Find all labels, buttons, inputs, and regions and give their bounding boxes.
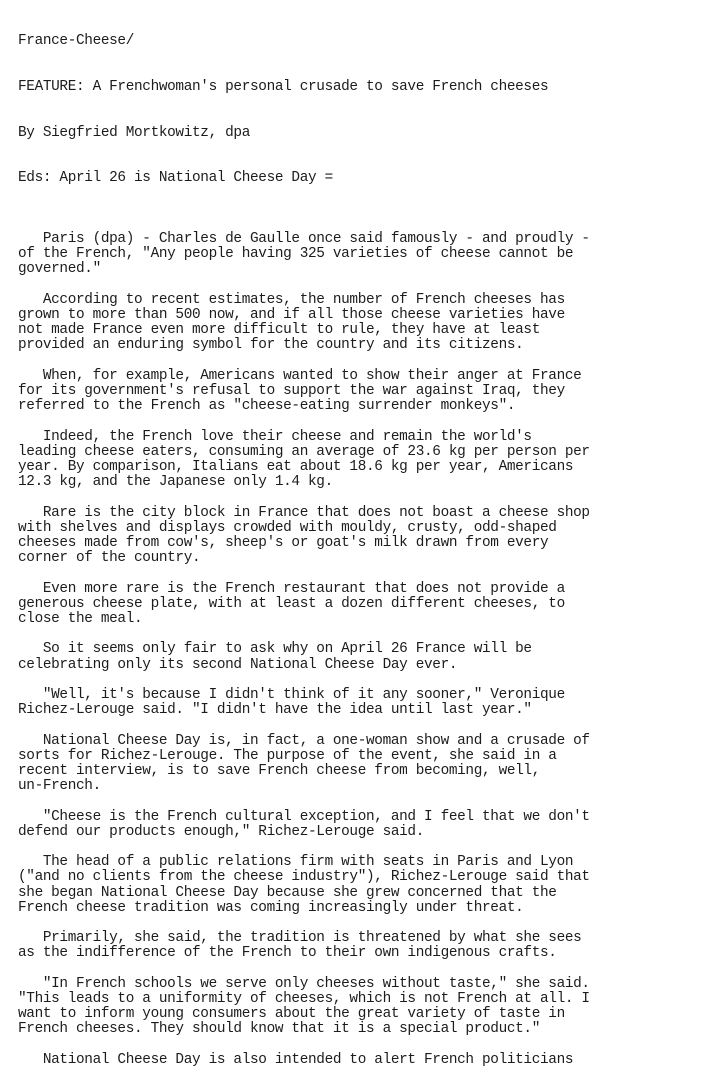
text-line: Richez-Lerouge said. "I didn't have the idea until last year." [18, 702, 532, 719]
text-line: "Cheese is the French cultural exception, and I feel that we don't [18, 808, 590, 825]
text-line: year. By comparison, Italians eat about 18.6 kg per year, Americans [18, 459, 574, 476]
text-line: provided an enduring symbol for the country and its citizens. [18, 337, 524, 354]
text-line: "In French schools we serve only cheeses without taste," she said. [18, 975, 590, 992]
paragraph [18, 369, 716, 415]
text-line: governed." [18, 261, 101, 278]
text-line: Indeed, the French love their cheese and remain the world's [18, 428, 532, 445]
text-line: referred to the French as "cheese-eating surrender monkeys". [18, 398, 516, 415]
paragraph [18, 810, 716, 840]
text-line: French cheeses. They should know that it is a special product." [18, 1021, 541, 1038]
text-line: French cheese tradition was coming increasingly under threat. [18, 899, 524, 916]
text-line: as the indifference of the French to their own indigenous crafts. [18, 945, 557, 962]
text-line: generous cheese plate, with at least a dozen different cheeses, to [18, 595, 565, 612]
text-line: National Cheese Day is also intended to alert French politicians [18, 1051, 574, 1068]
text-line: she began National Cheese Day because she grew concerned that the [18, 884, 557, 901]
text-line: "This leads to a uniformity of cheeses, which is not French at all. I [18, 991, 590, 1007]
text-line: 12.3 kg, and the Japanese only 1.4 kg. [18, 474, 333, 491]
text-line: Paris (dpa) - Charles de Gaulle once said famously - and proudly - [18, 231, 590, 248]
paragraph [18, 688, 716, 718]
paragraph [18, 931, 716, 961]
paragraph [18, 582, 716, 628]
text-line: defend our products enough," Richez-Lerouge said. [18, 823, 425, 840]
text-line: Primarily, she said, the tradition is threatened by what she sees [18, 930, 582, 947]
paragraph [18, 642, 716, 672]
text-line: ("and no clients from the cheese industry"), Richez-Lerouge said that [18, 869, 590, 886]
paragraph [18, 734, 716, 795]
text-line: leading cheese eaters, consuming an average of 23.6 kg per person per [18, 443, 590, 460]
text-line: close the meal. [18, 611, 143, 628]
text-line: Rare is the city block in France that does not boast a cheese shop [18, 504, 590, 521]
text-line: corner of the country. [18, 550, 201, 567]
paragraph [18, 430, 716, 491]
text-line: So it seems only fair to ask why on April 26 France will be [18, 641, 532, 658]
paragraph [18, 855, 716, 916]
text-line: want to inform young consumers about the great variety of taste in [18, 1006, 565, 1023]
paragraph [18, 977, 716, 1038]
text-line: cheeses made from cow's, sheep's or goat's milk drawn from every [18, 535, 549, 552]
slug-line: France-Cheese/ [18, 33, 135, 50]
text-line: for its government's refusal to support the war against Iraq, they [18, 383, 565, 400]
text-line: un-French. [18, 778, 101, 795]
feature-line: FEATURE: A Frenchwoman's personal crusade to save French cheeses [18, 79, 549, 96]
text-line: recent interview, is to save French cheese from becoming, well, [18, 763, 541, 780]
text-line: celebrating only its second National Cheese Day ever. [18, 656, 458, 673]
text-line: National Cheese Day is, in fact, a one-woman show and a crusade of [18, 732, 590, 749]
text-line: sorts for Richez-Lerouge. The purpose of the event, she said in a [18, 747, 557, 764]
text-line: According to recent estimates, the number of French cheeses has [18, 291, 565, 308]
paragraph [18, 232, 716, 278]
text-line: with shelves and displays crowded with mouldy, crusty, odd-shaped [18, 519, 557, 536]
paragraph [18, 1053, 716, 1068]
article-body [18, 232, 716, 1068]
text-line: The head of a public relations firm with seats in Paris and Lyon [18, 854, 574, 871]
byline: By Siegfried Mortkowitz, dpa [18, 124, 251, 141]
editor-note: Eds: April 26 is National Cheese Day = [18, 170, 333, 187]
document-page [18, 4, 716, 1083]
text-line: When, for example, Americans wanted to show their anger at France [18, 367, 582, 384]
text-line: Even more rare is the French restaurant that does not provide a [18, 580, 565, 597]
text-line: of the French, "Any people having 325 varieties of cheese cannot be [18, 246, 574, 263]
text-line: not made France even more difficult to rule, they have at least [18, 322, 541, 339]
text-line: "Well, it's because I didn't think of it any sooner," Veronique [18, 687, 565, 704]
paragraph [18, 506, 716, 567]
text-line: grown to more than 500 now, and if all those cheese varieties have [18, 307, 565, 324]
paragraph [18, 293, 716, 354]
